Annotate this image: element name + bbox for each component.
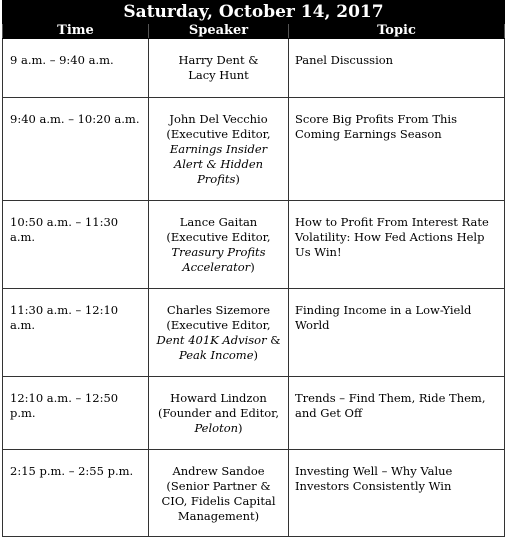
topic-cell: Finding Income in a Low-Yield World — [289, 289, 505, 377]
speaker-cell — [149, 98, 289, 201]
schedule-sheet — [2, 0, 504, 537]
table-row — [3, 377, 505, 450]
schedule-table — [2, 0, 505, 537]
speaker-name: Lance Gaitan — [179, 215, 258, 229]
speaker-cell — [149, 39, 289, 98]
publication-name: Earnings Insider — [169, 142, 268, 156]
publication-name: Alert & Hidden — [173, 157, 264, 171]
time-cell: 9 a.m. – 9:40 a.m. — [3, 39, 149, 98]
table-row — [3, 39, 505, 98]
time-cell: 12:10 a.m. – 12:50 p.m. — [3, 377, 149, 450]
speaker-cell — [149, 201, 289, 289]
title-row — [3, 1, 505, 24]
closing-paren: ) — [250, 260, 255, 274]
schedule-title: Saturday, October 14, 2017 — [3, 1, 505, 24]
table-row — [3, 450, 505, 537]
publication-name: Dent 401K Advisor — [156, 333, 267, 347]
closing-paren: ) — [238, 421, 243, 435]
ampersand: & — [266, 333, 281, 347]
publication-name: Accelerator — [182, 260, 251, 274]
speaker-role: CIO, Fidelis Capital — [161, 494, 276, 508]
speaker-name: Charles Sizemore — [166, 303, 271, 317]
speaker-role: (Executive Editor, — [166, 318, 271, 332]
column-header-topic: Topic — [289, 24, 505, 39]
speaker-role: (Executive Editor, — [166, 230, 271, 244]
time-cell: 9:40 a.m. – 10:20 a.m. — [3, 98, 149, 201]
publication-name: Peloton — [194, 421, 239, 435]
speaker-name: Harry Dent & — [178, 53, 259, 67]
topic-cell: Panel Discussion — [289, 39, 505, 98]
time-cell: 2:15 p.m. – 2:55 p.m. — [3, 450, 149, 537]
publication-name: Profits — [197, 172, 236, 186]
speaker-cell — [149, 450, 289, 537]
table-row — [3, 98, 505, 201]
column-header-speaker: Speaker — [149, 24, 289, 39]
table-row — [3, 289, 505, 377]
table-row — [3, 201, 505, 289]
publication-name: Peak Income — [178, 348, 254, 362]
speaker-name-2: Lacy Hunt — [188, 68, 249, 82]
closing-paren: ) — [253, 348, 259, 362]
topic-cell: Trends – Find Them, Ride Them, and Get Off — [289, 377, 505, 450]
speaker-role: Management) — [177, 509, 260, 523]
column-header-time: Time — [3, 24, 149, 39]
time-cell: 10:50 a.m. – 11:30 a.m. — [3, 201, 149, 289]
time-cell: 11:30 a.m. – 12:10 a.m. — [3, 289, 149, 377]
publication-name: Treasury Profits — [171, 245, 266, 259]
speaker-name: Andrew Sandoe — [172, 464, 265, 478]
closing-paren: ) — [235, 172, 240, 186]
header-row — [3, 24, 505, 39]
speaker-role: (Executive Editor, — [166, 127, 271, 141]
speaker-name: John Del Vecchio — [169, 112, 268, 126]
speaker-role: (Senior Partner & — [166, 479, 271, 493]
topic-cell: Investing Well – Why Value Investors Consistently Win — [289, 450, 505, 537]
speaker-role: (Founder and Editor, — [157, 406, 280, 420]
topic-cell: Score Big Profits From This Coming Earnings Season — [289, 98, 505, 201]
speaker-cell — [149, 289, 289, 377]
speaker-name: Howard Lindzon — [170, 391, 267, 405]
topic-cell: How to Profit From Interest Rate Volatility: How Fed Actions Help Us Win! — [289, 201, 505, 289]
speaker-cell — [149, 377, 289, 450]
